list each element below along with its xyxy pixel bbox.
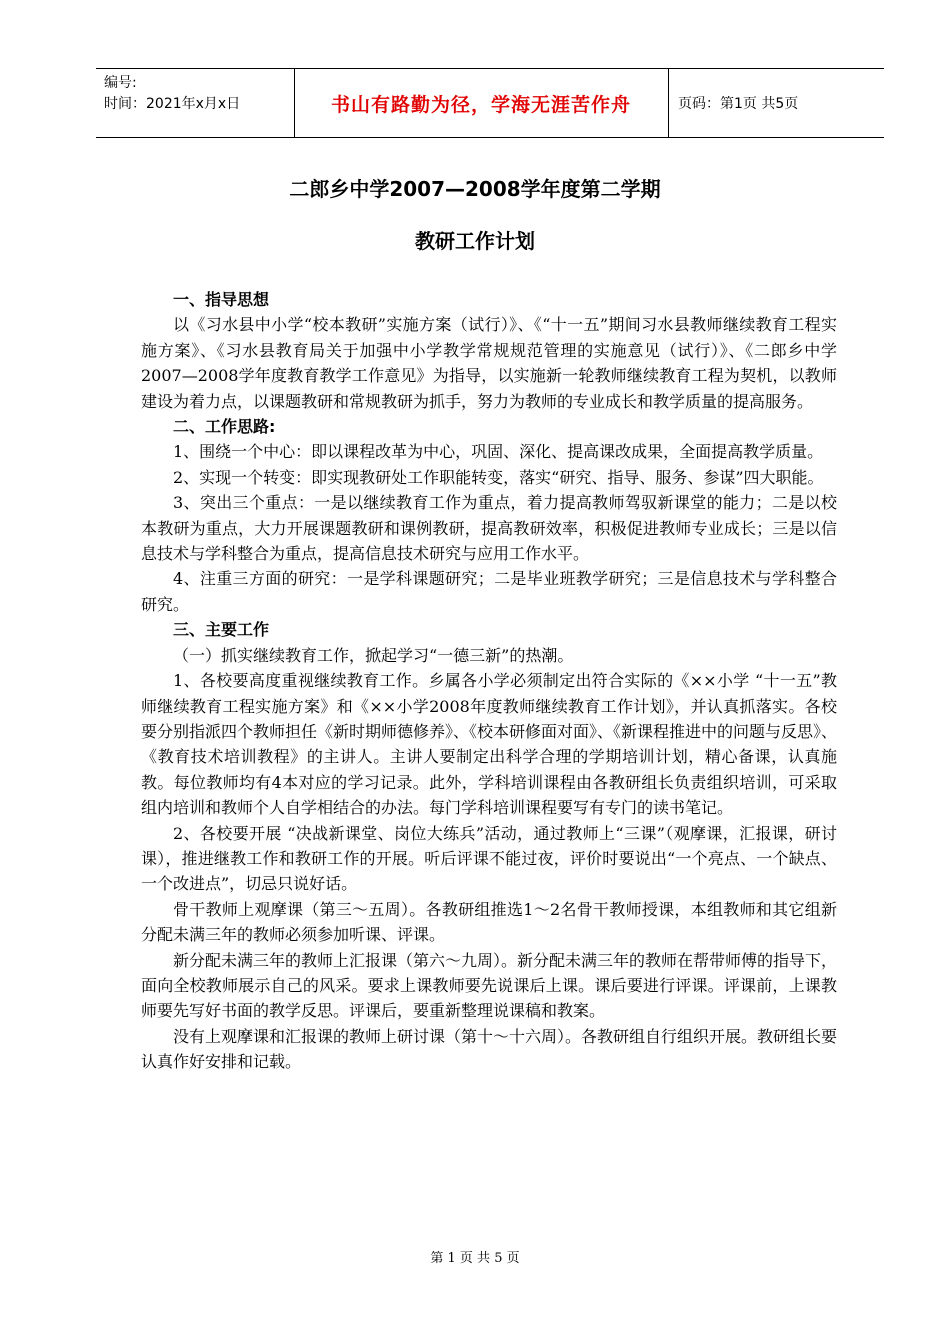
paragraph: 2、各校要开展 “决战新课堂、岗位大练兵”活动，通过教师上“三课”（观摩课，汇报课，研讨课），推进继教工作和教研工作的开展。听后评课不能过夜，评价时要说出“一个亮点、一个缺点、一个改进点”，切忌只说好话。: [141, 823, 837, 894]
section-heading: 三、主要工作: [173, 620, 270, 640]
header-meta: [104, 73, 240, 115]
paragraph: 3、突出三个重点：一是以继续教育工作为重点，着力提高教师驾驭新课堂的能力；二是以校本教研为重点，大力开展课题教研和课例教研，提高教研效率，积极促进教师专业成长；三是以信息技术与学科整合为重点，提高信息技术研究与应用工作水平。: [141, 493, 837, 564]
section-heading: 一、指导思想: [173, 290, 270, 309]
header-table: [96, 68, 884, 138]
paragraph: 以《习水县中小学“校本教研”实施方案（试行）》、《“十一五”期间习水县教师继续教育工程实施方案》、《习水县教育局关于加强中小学教学常规规范管理的实施意见（试行）》、《二郎乡中学2007—2008学年度教育教学工作意见》为指导，以实施新一轮教师继续教育工程为契机，以教师建设为着力点，以课题教研和常规教研为抓手，努力为教师的专业成长和教学质量的提高服务。: [141, 315, 837, 411]
number-label: 编号:: [104, 75, 137, 91]
motto: 书山有路勤为径，学海无涯苦作舟: [330, 94, 631, 116]
paragraph: 骨干教师上观摩课（第三～五周）。各教研组推选1～2名骨干教师授课，本组教师和其它组新分配未满三年的教师必须参加听课、评课。: [141, 899, 837, 945]
page-footer: 第 1 页 共 5 页: [430, 1251, 520, 1266]
paragraph: 1、围绕一个中心：即以课程改革为中心，巩固、深化、提高课改成果，全面提高教学质量。: [173, 442, 824, 462]
time-label: 时间：2021年x月x日: [104, 96, 241, 112]
document-title: 二郎乡中学2007—2008学年度第二学期: [289, 177, 661, 201]
paragraph: 新分配未满三年的教师上汇报课（第六～九周）。新分配未满三年的教师在帮带师傅的指导下，面向全校教师展示自己的风采。要求上课教师要先说课后上课。课后要进行评课。评课前，上课教师要先写好书面的教学反思。评课后，要重新整理说课稿和教案。: [141, 950, 838, 1021]
page-label: 页码：第1页 共5页: [678, 96, 799, 112]
header-divider: [668, 69, 669, 137]
section-heading: 二、工作思路:: [173, 417, 276, 437]
paragraph: 2、实现一个转变：即实现教研处工作职能转变，落实“研究、指导、服务、参谋”四大职能。: [173, 467, 824, 487]
document-subtitle: 教研工作计划: [415, 229, 535, 253]
paragraph: （一）抓实继续教育工作，掀起学习“一德三新”的热潮。: [173, 645, 574, 665]
paragraph: 没有上观摩课和汇报课的教师上研讨课（第十～十六周）。各教研组自行组织开展。教研组长要认真作好安排和记载。: [141, 1026, 838, 1072]
paragraph: 1、各校要高度重视继续教育工作。乡属各小学必须制定出符合实际的《××小学 “十一五”教师继续教育工程实施方案》和《××小学2008年度教师继续教育工作计划》，并认真抓落实。各校要分别指派四个教师担任《新时期师德修养》、《校本研修面对面》、《新课程推进中的问题与反思》、《教育技术培训教程》的主讲人。主讲人要制定出科学合理的学期培训计划，精心备课，认真施教。每位教师均有4本对应的学习记录。此外，学科培训课程由各教研组长负责组织培训，可采取组内培训和教师个人自学相结合的办法。每门学科培训课程要写有专门的读书笔记。: [141, 671, 838, 818]
paragraph: 4、注重三方面的研究：一是学科课题研究；二是毕业班教学研究；三是信息技术与学科整合研究。: [141, 569, 837, 614]
document-body: [141, 287, 837, 1075]
